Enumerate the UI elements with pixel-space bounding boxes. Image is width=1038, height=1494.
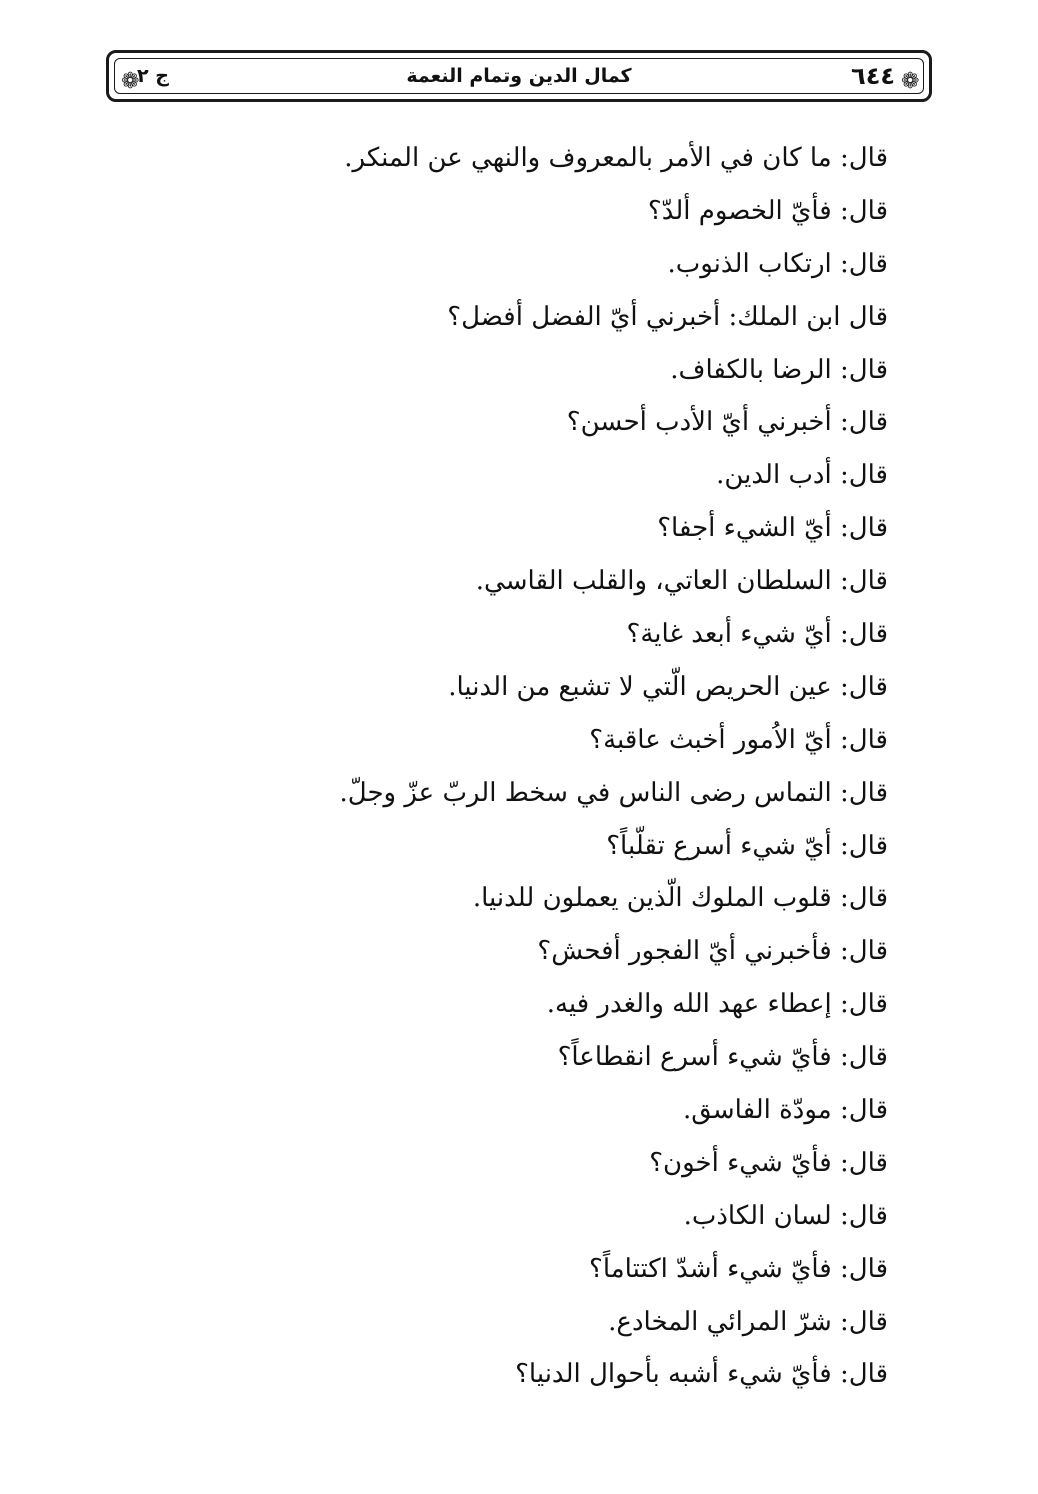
text-line: قال: السلطان العاتي، والقلب القاسي.: [475, 566, 888, 597]
ornament-right-icon: ❁: [901, 69, 920, 94]
text-line: قال: أدب الدين.: [716, 460, 888, 491]
running-header: [106, 50, 932, 102]
text-line: قال: أيّ شيء أبعد غاية؟: [626, 619, 888, 650]
text-line: قال: شرّ المرائي المخادع.: [608, 1306, 888, 1337]
text-line: قال: ارتكاب الذنوب.: [667, 248, 888, 279]
text-line: قال: فأخبرني أيّ الفجور أفحش؟: [537, 936, 888, 967]
text-line: قال: مودّة الفاسق.: [682, 1095, 888, 1126]
page-body: [288, 132, 888, 1401]
page-number: ٦٤٤: [851, 62, 895, 90]
text-line: قال: أيّ شيء أسرع تقلّباً؟: [606, 830, 888, 861]
running-title: كمال الدين وتمام النعمة: [406, 65, 632, 87]
text-line: قال: أخبرني أيّ الأدب أحسن؟: [566, 407, 888, 438]
text-line: قال: فأيّ شيء أسرع انقطاعاً؟: [557, 1042, 888, 1073]
text-line: قال: عين الحريص الّتي لا تشبع من الدنيا.: [448, 671, 888, 702]
text-line: قال: أيّ الاُمور أخبث عاقبة؟: [589, 724, 888, 755]
text-line: قال: إعطاء عهد الله والغدر فيه.: [546, 989, 888, 1020]
volume-label: ج ٢: [137, 65, 169, 87]
text-line: قال: فأيّ شيء أشبه بأحوال الدنيا؟: [515, 1359, 888, 1390]
text-line: قال: أيّ الشيء أجفا؟: [657, 513, 888, 544]
ornament-left-icon: ❁: [121, 69, 140, 94]
text-line: قال: التماس رضى الناس في سخط الربّ عزّ وجلّ.: [339, 777, 888, 808]
text-line: قال: قلوب الملوك الّذين يعملون للدنيا.: [472, 883, 888, 914]
text-line: قال: فأيّ شيء أشدّ اكتتاماً؟: [589, 1253, 888, 1284]
header-inner-border: [114, 58, 924, 94]
text-line: قال: فأيّ الخصوم ألدّ؟: [647, 195, 888, 226]
text-line: قال: الرضا بالكفاف.: [670, 354, 888, 385]
text-line: قال: فأيّ شيء أخون؟: [649, 1147, 888, 1178]
text-line: قال: ما كان في الأمر بالمعروف والنهي عن المنكر.: [344, 143, 888, 173]
text-line: قال ابن الملك: أخبرني أيّ الفضل أفضل؟: [447, 301, 888, 332]
text-line: قال: لسان الكاذب.: [683, 1200, 888, 1231]
